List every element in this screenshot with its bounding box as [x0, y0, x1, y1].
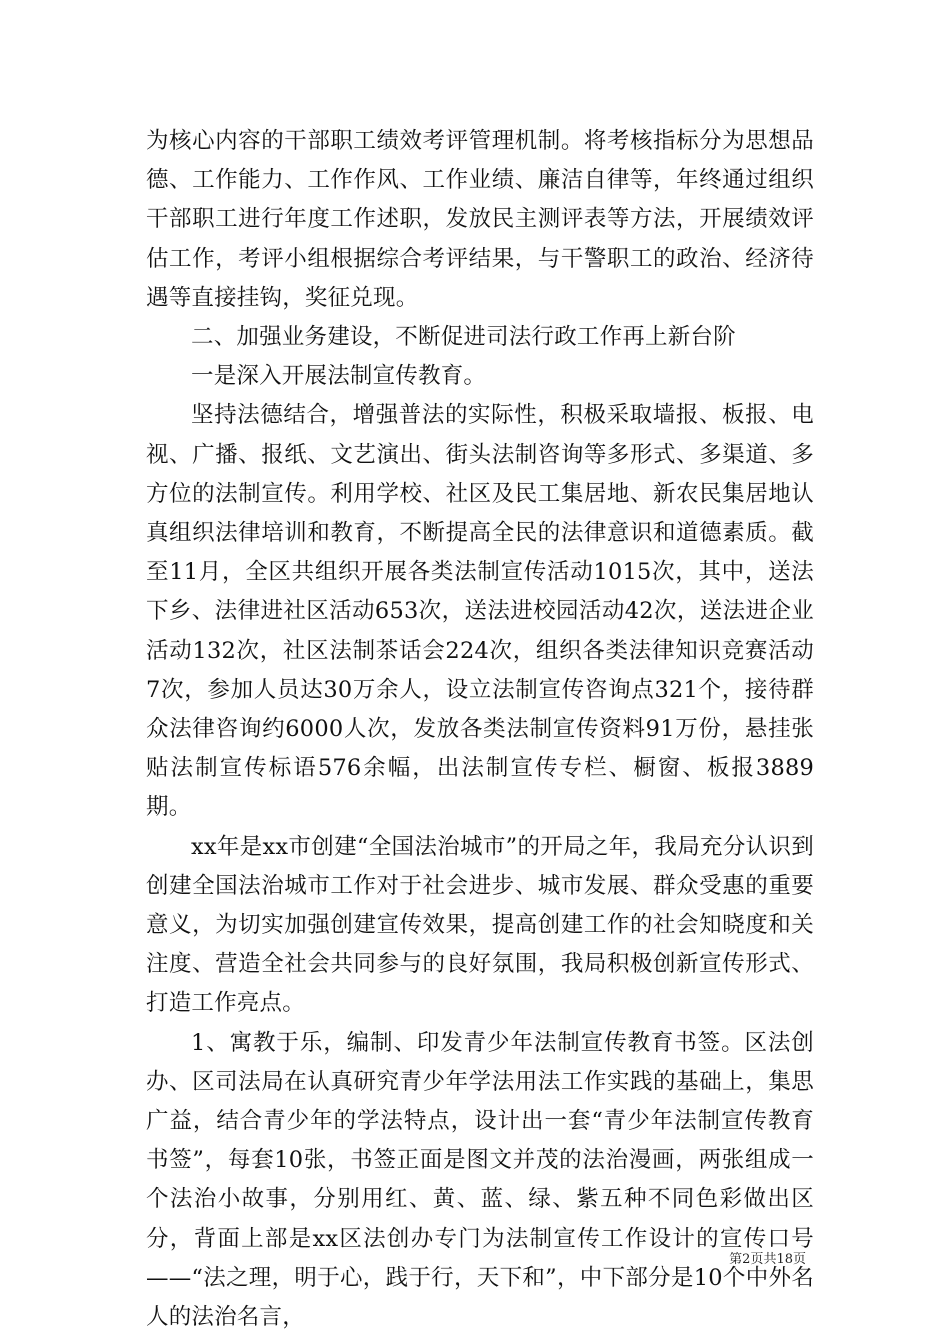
page-number: 第2页共18页 — [729, 1252, 806, 1267]
paragraph-legal-publicity-stats: 坚持法德结合，增强普法的实际性，积极采取墙报、板报、电视、广播、报纸、文艺演出、街头法制咨询等多形式、多渠道、多方位的法制宣传。利用学校、社区及民工集居地、新农民集居地认真组织法律培训和教育，不断提高全民的法律意识和道德素质。截至11月，全区共组织开展各类法制宣传活动1015次，其中，送法下乡、法律进社区活动653次，送法进校园活动42次，送法进企业活动132次，社区法制茶话会224次，组织各类法律知识竞赛活动7次，参加人员达30万余人，设立法制宣传咨询点321个，接待群众法律咨询约6000人次，发放各类法制宣传资料91万份，悬挂张贴法制宣传标语576余幅，出法制宣传专栏、橱窗、板报3889期。 — [146, 402, 814, 821]
section-heading-business-construction: 二、加强业务建设，不断促进司法行政工作再上新台阶 — [191, 324, 736, 351]
document-body — [146, 122, 814, 1337]
paragraph-rule-of-law-city: xx年是xx市创建“全国法治城市”的开局之年，我局充分认识到创建全国法治城市工作对于社会进步、城市发展、群众受惠的重要意义，为切实加强创建宣传效果，提高创建工作的社会知晓度和关注度、营造全社会共同参与的良好氛围，我局积极创新宣传形式、打造工作亮点。 — [146, 833, 814, 1017]
paragraph-appraisal-mechanism: 为核心内容的干部职工绩效考评管理机制。将考核指标分为思想品德、工作能力、工作作风、工作业绩、廉洁自律等，年终通过组织干部职工进行年度工作述职，发放民主测评表等方法，开展绩效评估工作，考评小组根据综合考评结果，与干警职工的政治、经济待遇等直接挂钩，奖征兑现。 — [146, 128, 814, 311]
subheading-legal-education: 一是深入开展法制宣传教育。 — [191, 363, 487, 390]
paragraph-bookmark-project: 1、寓教于乐，编制、印发青少年法制宣传教育书签。区法创办、区司法局在认真研究青少年学法用法工作实践的基础上，集思广益，结合青少年的学法特点，设计出一套“青少年法制宣传教育书签”，每套10张，书签正面是图文并茂的法治漫画，两张组成一个法治小故事，分别用红、黄、蓝、绿、紫五种不同色彩做出区分，背面上部是xx区法创办专门为法制宣传工作设计的宣传口号——“法之理，明于心，践于行，天下和”，中下部分是10个中外名人的法治名言， — [146, 1029, 814, 1331]
